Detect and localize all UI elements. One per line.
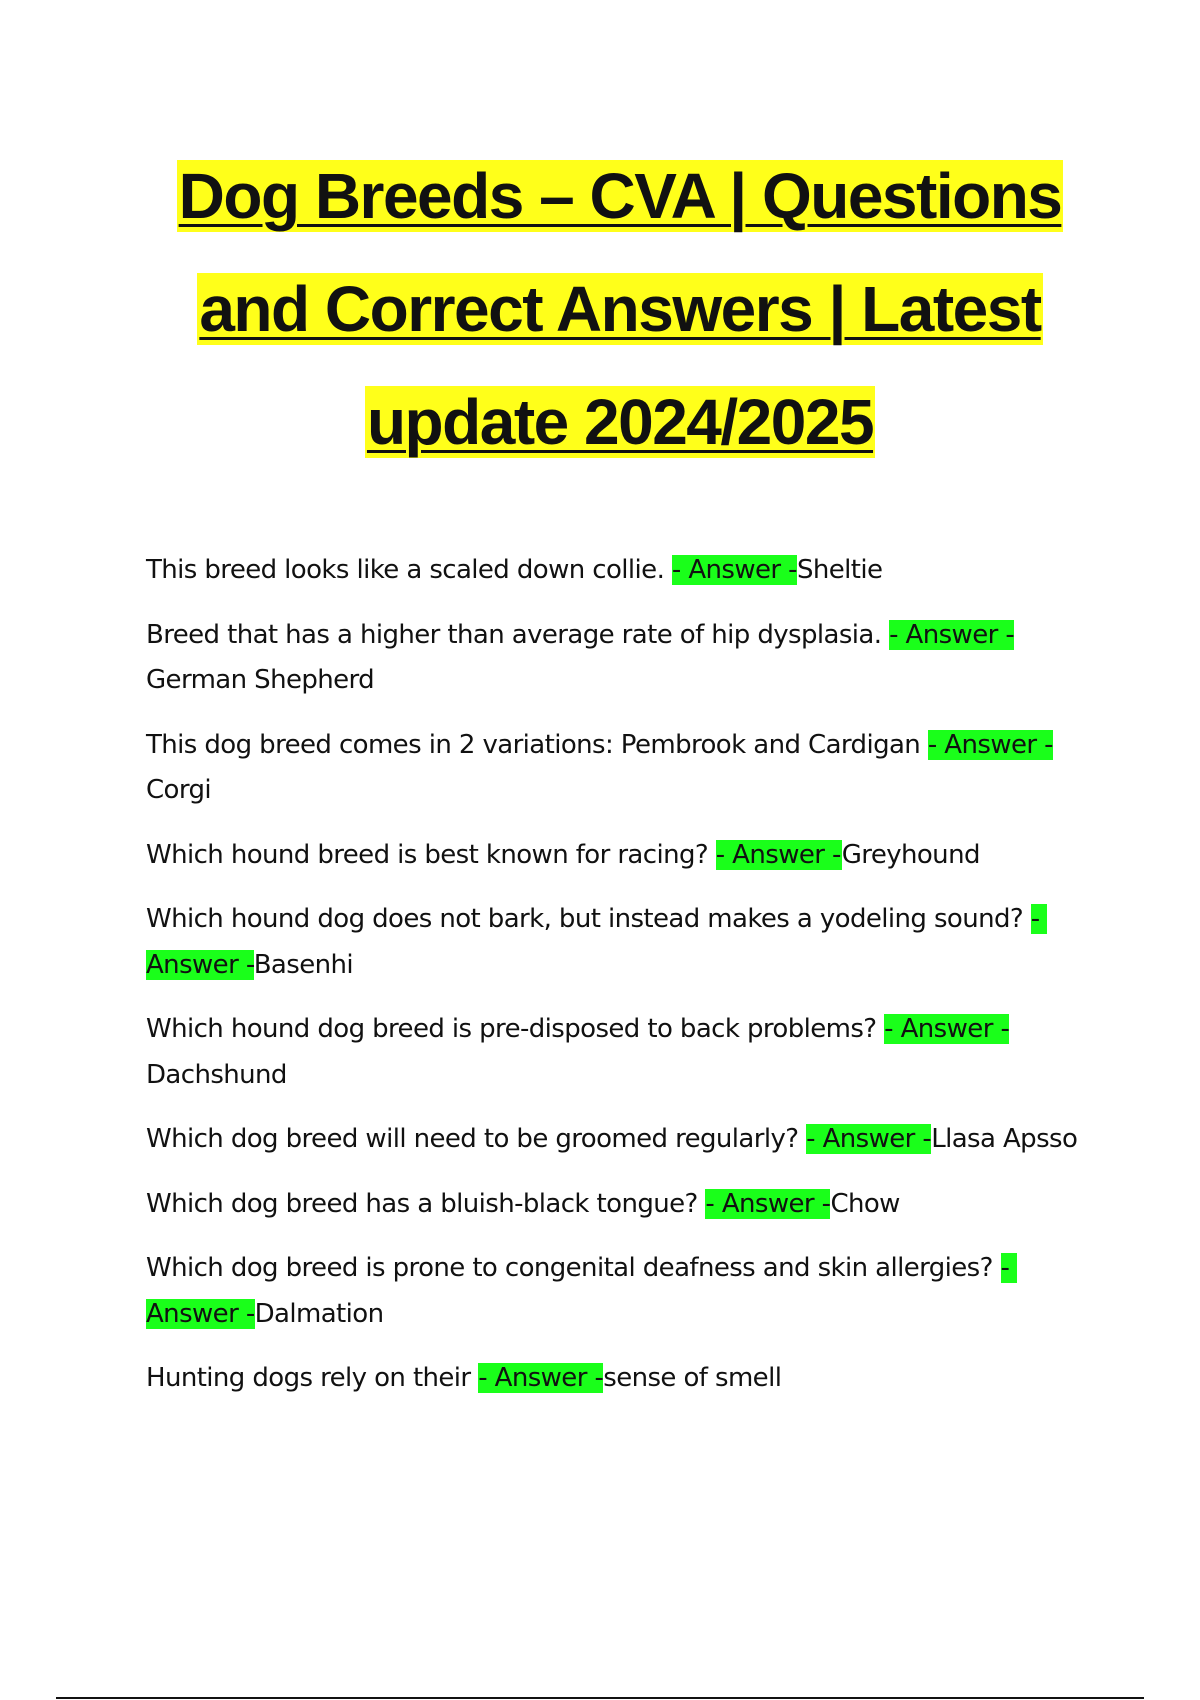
qa-item [146, 1356, 1086, 1402]
answer-text: Greyhound [841, 839, 980, 870]
answer-text: Llasa Apsso [931, 1124, 1078, 1154]
answer-text: Dachshund [146, 1059, 287, 1090]
answer-text: Basenhi [253, 949, 353, 980]
title-line [100, 253, 1140, 366]
answer-text: Dalmation [254, 1298, 384, 1329]
qa-item [146, 1246, 1086, 1337]
answer-text: German Shepherd [146, 665, 375, 695]
question-answer-list [146, 548, 1086, 1421]
title-line-text: Dog Breeds – CVA | Questions [178, 160, 1062, 232]
question-text: This dog breed comes in 2 variations: Pembrook and Cardigan [146, 729, 928, 760]
answer-label: - Answer - [146, 1253, 1017, 1329]
title-line [100, 366, 1140, 479]
question-text: Which dog breed will need to be groomed regularly? [146, 1124, 807, 1154]
title-line [100, 140, 1140, 253]
answer-label: - Answer - [146, 904, 1048, 980]
qa-item [146, 723, 1086, 814]
qa-item [146, 833, 1086, 879]
answer-text: Corgi [146, 775, 212, 805]
answer-text: Chow [830, 1188, 900, 1219]
answer-label: - Answer - [715, 839, 842, 870]
title-line-text: and Correct Answers | Latest [199, 273, 1041, 345]
answer-label: - Answer - [927, 729, 1053, 760]
answer-text: Sheltie [796, 555, 883, 585]
answer-label: - Answer - [889, 619, 1015, 650]
qa-item [146, 548, 1086, 594]
question-text: Which hound breed is best known for racing? [146, 839, 716, 870]
question-text: Which hound dog does not bark, but instead makes a yodeling sound? [146, 904, 1031, 934]
answer-label: - Answer - [705, 1188, 831, 1219]
question-text: Hunting dogs rely on their [146, 1363, 479, 1393]
question-text: This breed looks like a scaled down collie. [146, 555, 672, 585]
qa-item [146, 1117, 1086, 1163]
qa-item [146, 1007, 1086, 1098]
answer-text: sense of smell [603, 1363, 782, 1393]
answer-label: - Answer - [884, 1014, 1010, 1044]
answer-label: - Answer - [806, 1124, 932, 1154]
question-text: Breed that has a higher than average rate of hip dysplasia. [146, 619, 890, 650]
qa-item [146, 897, 1086, 988]
question-text: Which dog breed has a bluish-black tongue? [146, 1188, 706, 1219]
qa-item [146, 613, 1086, 704]
title-line-text: update 2024/2025 [366, 386, 874, 458]
page-bottom-rule [56, 1697, 1144, 1699]
answer-label: - Answer - [478, 1363, 604, 1393]
question-text: Which hound dog breed is pre-disposed to back problems? [146, 1014, 885, 1044]
document-title [100, 140, 1140, 479]
qa-item [146, 1182, 1086, 1228]
question-text: Which dog breed is prone to congenital deafness and skin allergies? [146, 1253, 1001, 1283]
answer-label: - Answer - [671, 555, 797, 585]
